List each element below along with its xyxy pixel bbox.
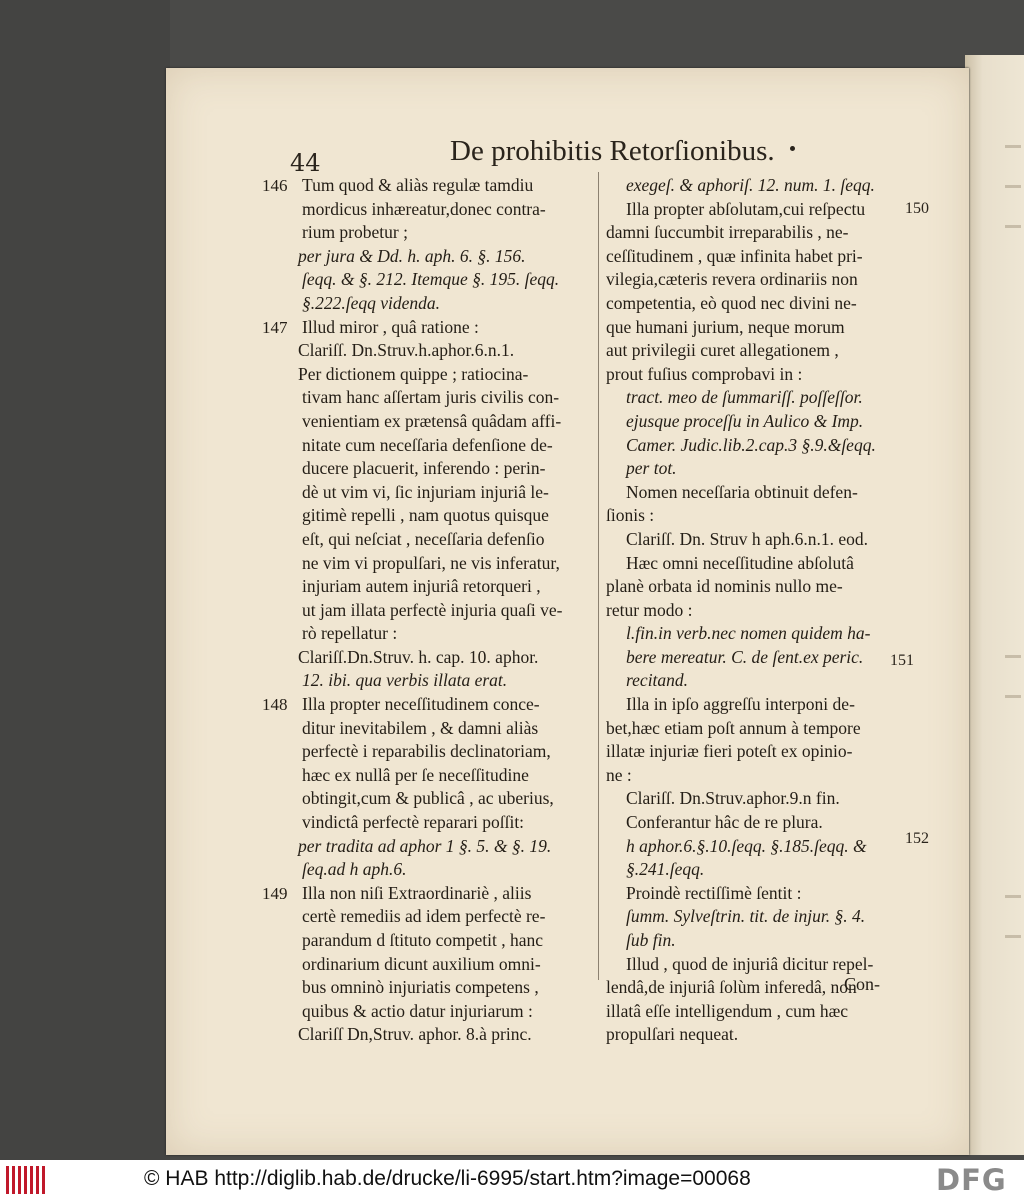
line-text: 12. ibi. qua verbis illata erat.: [302, 670, 508, 691]
text-line: [262, 316, 596, 340]
text-line: [606, 669, 898, 693]
line-text: illatâ eſſe intelligendum , cum hæc: [606, 1000, 849, 1021]
text-line: [262, 976, 596, 1000]
text-line: [606, 221, 898, 245]
text-line: [262, 882, 596, 906]
text-line: [606, 905, 898, 929]
text-line: [262, 693, 596, 717]
text-line: [262, 528, 596, 552]
text-line: [606, 575, 898, 599]
left-column: [262, 174, 596, 1047]
line-text: venientiam ex prætensâ quâdam affi-: [302, 410, 562, 431]
line-text: per tot.: [626, 458, 677, 479]
line-text: Illa in ipſo aggreſſu interponi de-: [626, 694, 855, 715]
line-text: rium probetur ;: [302, 222, 408, 243]
line-text: quibus & actio datur injuriarum :: [302, 1000, 533, 1021]
line-text: ne :: [606, 764, 632, 785]
line-text: Per dictionem quippe ; ratiocina-: [298, 363, 529, 384]
text-line: [606, 481, 898, 505]
line-text: ſeqq. & §. 212. Itemque §. 195. ſeqq.: [302, 269, 560, 290]
text-line: [606, 528, 898, 552]
line-text: vindictâ perfectè reparari poſſit:: [302, 812, 525, 833]
marginal-number: 151: [890, 652, 914, 669]
text-line: [262, 410, 596, 434]
text-line: [606, 1023, 898, 1047]
line-text: dè ut vim vi, ſic injuriam injuriâ le-: [302, 481, 549, 502]
line-text: illatæ injuriæ fieri poteſt ex opinio-: [606, 741, 853, 762]
text-line: [262, 174, 596, 198]
text-line: [262, 599, 596, 623]
text-line: [606, 292, 898, 316]
ornament-dot: [790, 146, 795, 151]
line-text: §.222.ſeqq videnda.: [302, 292, 441, 313]
line-text: recitand.: [626, 670, 689, 691]
text-line: [262, 292, 596, 316]
text-line: [262, 552, 596, 576]
line-text: Nomen neceſſaria obtinuit defen-: [626, 481, 858, 502]
line-text: nitate cum neceſſaria defenſione de-: [302, 434, 553, 455]
line-text: ceſſitudinem , quæ infinita habet pri-: [606, 245, 863, 266]
text-line: [262, 575, 596, 599]
text-line: [606, 787, 898, 811]
scan-backdrop: [0, 0, 170, 1160]
copyright-url[interactable]: © HAB http://diglib.hab.de/drucke/li-6995/start.htm?image=00068: [144, 1167, 751, 1190]
line-text: Clariſſ. Dn.Struv.aphor.9.n fin.: [626, 788, 840, 809]
text-line: [606, 434, 898, 458]
text-line: [262, 858, 596, 882]
line-text: Conferantur hâc de re plura.: [626, 812, 823, 833]
line-text: per tradita ad aphor 1 §. 5. & §. 19.: [298, 835, 552, 856]
text-line: [606, 717, 898, 741]
line-text: Illud , quod de injuriâ dicitur repel-: [626, 953, 874, 974]
text-line: [606, 599, 898, 623]
line-text: lendâ,de injuriâ ſolùm inferedâ, non: [606, 977, 857, 998]
footer-bar: [0, 1160, 1024, 1199]
text-line: [262, 953, 596, 977]
line-text: Camer. Judic.lib.2.cap.3 §.9.&ſeqq.: [626, 434, 876, 455]
text-line: [262, 1023, 596, 1047]
line-text: Clariſſ. Dn. Struv h aph.6.n.1. eod.: [626, 528, 869, 549]
text-line: [262, 646, 596, 670]
text-line: [262, 434, 596, 458]
text-line: [606, 882, 898, 906]
text-line: [262, 764, 596, 788]
text-line: [606, 316, 898, 340]
text-line: [606, 764, 898, 788]
line-text: gitimè repelli , nam quotus quisque: [302, 505, 549, 526]
text-line: [606, 835, 898, 859]
line-text: ſub fin.: [626, 930, 676, 950]
line-text: certè remediis ad idem perfectè re-: [302, 906, 546, 927]
line-text: vilegia,cæteris revera ordinariis non: [606, 269, 858, 290]
line-text: Illa propter abſolutam,cui reſpectu: [626, 198, 866, 219]
text-line: [262, 363, 596, 387]
text-line: [606, 858, 898, 882]
text-line: [606, 198, 898, 222]
text-line: [606, 174, 898, 198]
line-text: l.fin.in verb.nec nomen quidem ha-: [626, 623, 871, 644]
line-text: h aphor.6.§.10.ſeqq. §.185.ſeqq. &: [626, 835, 867, 856]
line-text: perfectè i reparabilis declinatoriam,: [302, 741, 551, 762]
facing-page-edge: [965, 55, 1024, 1155]
line-text: bet,hæc etiam poſt annum à tempore: [606, 717, 861, 738]
line-text: tract. meo de ſummariſſ. poſſeſſor.: [626, 387, 863, 408]
text-line: [606, 504, 898, 528]
page-header: [290, 135, 810, 175]
text-line: [606, 245, 898, 269]
line-text: Illa propter neceſſitudinem conce-: [302, 694, 540, 715]
line-text: exegeſ. & aphoriſ. 12. num. 1. ſeqq.: [626, 175, 875, 195]
line-text: rò repellatur :: [302, 623, 398, 644]
line-text: bere mereatur. C. de ſent.ex peric.: [626, 646, 864, 667]
line-text: hæc ex nullâ per ſe neceſſitudine: [302, 764, 529, 785]
line-text: que humani jurium, neque morum: [606, 316, 845, 337]
line-text: Proindè rectiſſimè ſentit :: [626, 882, 802, 903]
line-text: ſumm. Sylveſtrin. tit. de injur. §. 4.: [626, 906, 866, 927]
text-line: [606, 953, 898, 977]
line-text: prout fuſius comprobavi in :: [606, 363, 803, 384]
text-line: [262, 457, 596, 481]
line-text: ejusque proceſſu in Aulico & Imp.: [626, 410, 864, 431]
line-text: damni ſuccumbit irreparabilis , ne-: [606, 222, 849, 243]
line-text: Clariſſ. Dn.Struv.h.aphor.6.n.1.: [298, 340, 515, 361]
line-text: retur modo :: [606, 599, 693, 620]
text-line: [262, 740, 596, 764]
text-line: [262, 245, 596, 269]
text-line: [262, 929, 596, 953]
paragraph-number: 146: [262, 176, 288, 195]
text-line: [262, 504, 596, 528]
text-line: [262, 717, 596, 741]
line-text: propulſari nequeat.: [606, 1024, 739, 1045]
text-line: [262, 386, 596, 410]
line-text: eſt, qui neſciat , neceſſaria defenſio: [302, 528, 545, 549]
line-text: Tum quod & aliàs regulæ tamdiu: [302, 175, 534, 195]
text-line: [262, 811, 596, 835]
text-line: [606, 457, 898, 481]
line-text: ditur inevitabilem , & damni aliàs: [302, 717, 539, 738]
line-text: competentia, eò quod nec divini ne-: [606, 292, 857, 313]
text-line: [606, 339, 898, 363]
line-text: bus omninò injuriatis competens ,: [302, 977, 539, 998]
text-line: [606, 386, 898, 410]
text-line: [606, 929, 898, 953]
dfg-logo: DFG: [936, 1163, 1007, 1197]
text-line: [606, 552, 898, 576]
hab-logo-icon: [6, 1166, 46, 1194]
line-text: Hæc omni neceſſitudine abſolutâ: [626, 552, 854, 573]
text-line: [262, 622, 596, 646]
text-line: [262, 1000, 596, 1024]
column-rule: [598, 172, 599, 980]
line-text: ſeq.ad h aph.6.: [302, 859, 407, 880]
text-line: [262, 221, 596, 245]
line-text: ſionis :: [606, 505, 655, 526]
text-line: [606, 811, 898, 835]
text-line: [262, 481, 596, 505]
line-text: ut jam illata perfectè injuria quaſi ve-: [302, 599, 563, 620]
line-text: parandum d ſtituto competit , hanc: [302, 930, 544, 950]
line-text: obtingit,cum & publicâ , ac uberius,: [302, 788, 554, 809]
text-line: [606, 1000, 898, 1024]
line-text: Illud miror , quâ ratione :: [302, 316, 479, 337]
line-text: ordinarium dicunt auxilium omni-: [302, 953, 541, 974]
text-line: [262, 787, 596, 811]
paragraph-number: 148: [262, 695, 288, 715]
paragraph-number: 147: [262, 317, 288, 337]
text-line: [262, 339, 596, 363]
line-text: mordicus inhæreatur,donec contra-: [302, 198, 546, 219]
line-text: Clariſſ.Dn.Struv. h. cap. 10. aphor.: [298, 646, 539, 667]
text-line: [262, 835, 596, 859]
text-line: [262, 198, 596, 222]
line-text: Clariſſ Dn,Struv. aphor. 8.à princ.: [298, 1024, 532, 1045]
line-text: tivam hanc aſſertam juris civilis con-: [302, 387, 560, 408]
text-line: [606, 740, 898, 764]
text-line: [606, 268, 898, 292]
text-line: [262, 268, 596, 292]
text-line: [262, 905, 596, 929]
catchword: Con-: [844, 974, 880, 994]
marginal-number: 152: [905, 830, 929, 847]
text-line: [606, 622, 898, 646]
line-text: Illa non niſi Extraordinariè , aliis: [302, 882, 532, 903]
line-text: planè orbata id nominis nullo me-: [606, 576, 843, 597]
running-head: De prohibitis Retorſionibus.: [450, 135, 775, 167]
paragraph-number: 149: [262, 883, 288, 903]
text-line: [606, 693, 898, 717]
right-column: [606, 174, 898, 1047]
text-line: [606, 410, 898, 434]
line-text: §.241.ſeqq.: [626, 859, 705, 880]
text-line: [262, 669, 596, 693]
text-line: [606, 363, 898, 387]
text-line: [606, 646, 898, 670]
marginal-number: 150: [905, 200, 929, 217]
line-text: per jura & Dd. h. aph. 6. §. 156.: [298, 245, 526, 266]
folio-number: 44: [290, 149, 321, 177]
line-text: ne vim vi propulſari, ne vis inferatur,: [302, 552, 560, 573]
line-text: aut privilegii curet allegationem ,: [606, 340, 839, 361]
line-text: injuriam autem injuriâ retorqueri ,: [302, 576, 541, 597]
line-text: ducere placuerit, inferendo : perin-: [302, 458, 546, 479]
